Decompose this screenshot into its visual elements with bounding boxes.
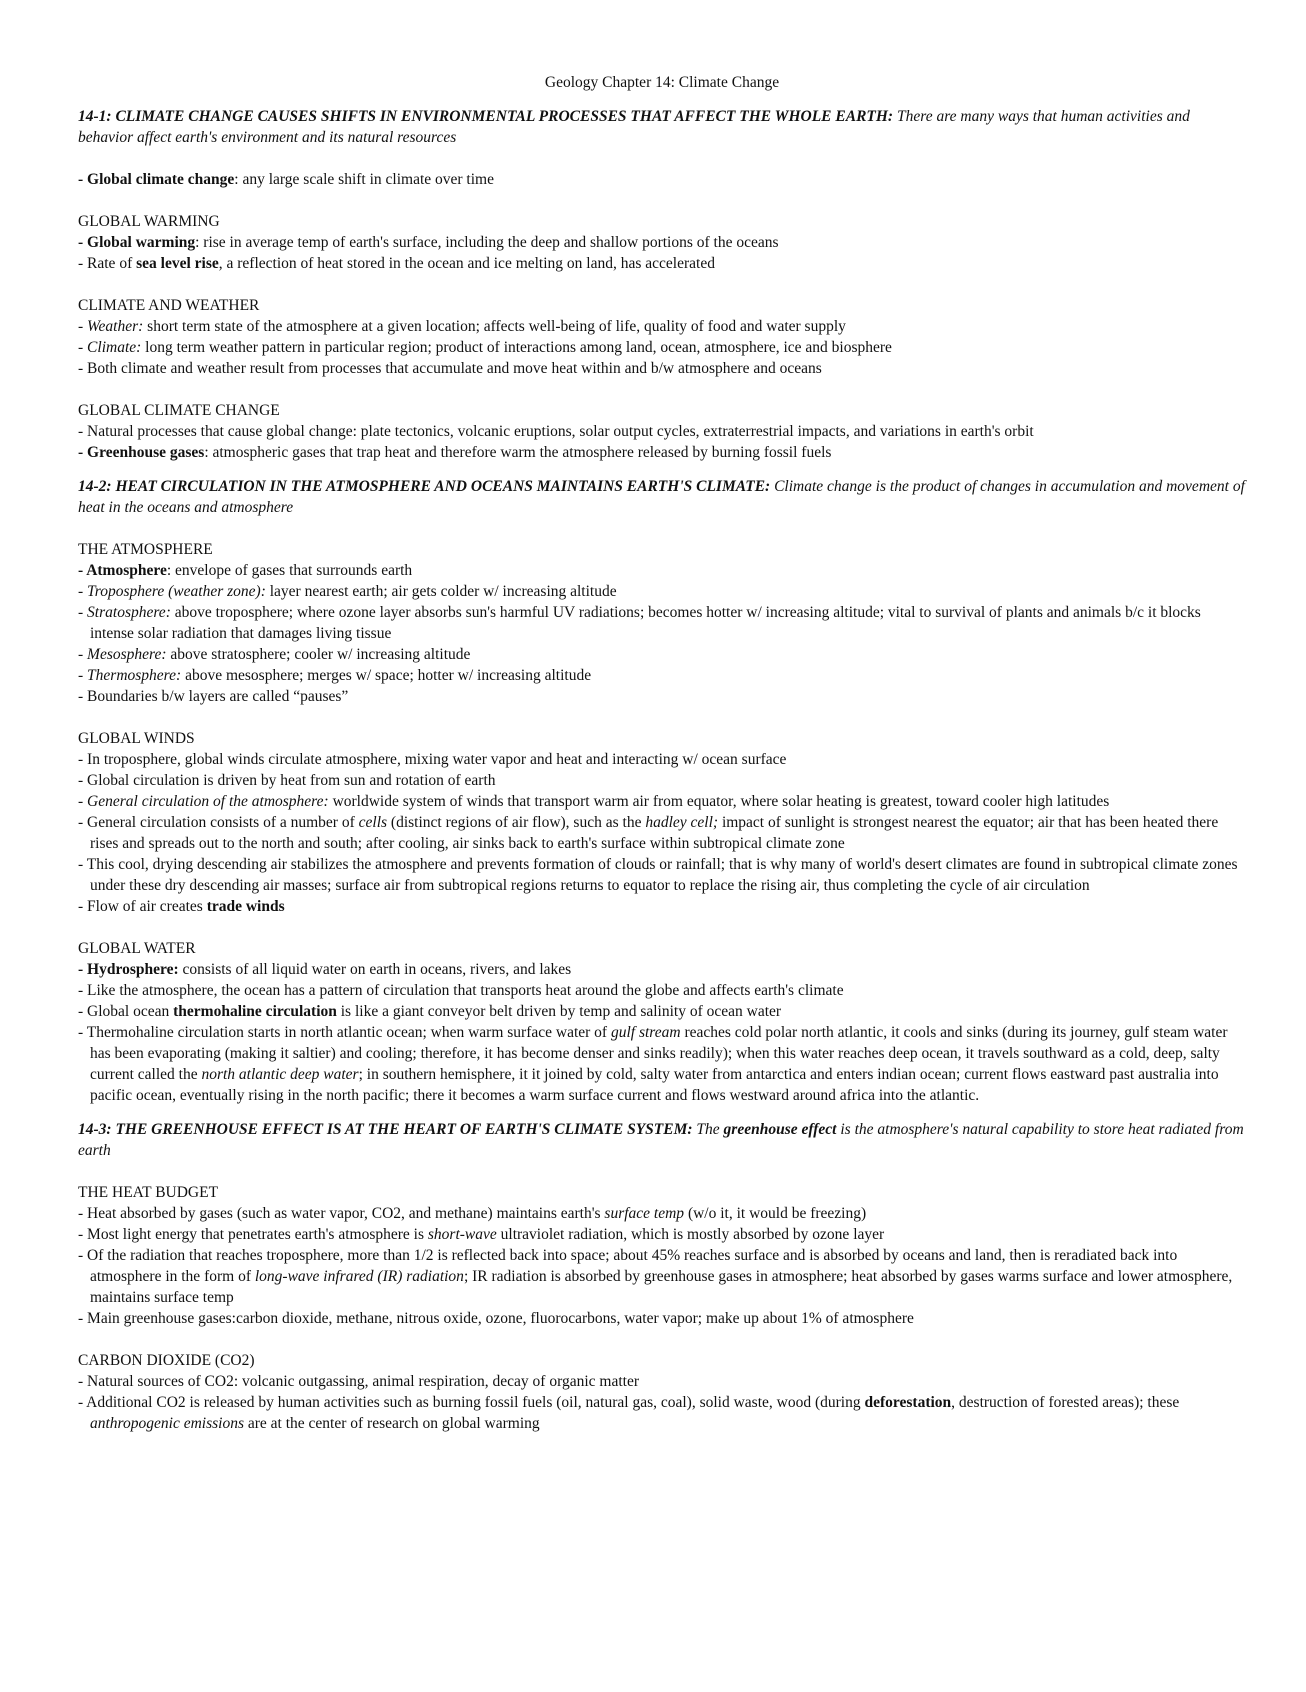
section-description: There are many ways that human activities and behavior affect earth's environment and its natural resources bbox=[78, 108, 1190, 146]
document-title: Geology Chapter 14: Climate Change bbox=[544, 74, 780, 91]
term: short-wave bbox=[427, 1226, 497, 1243]
text: reaches cold polar north atlantic, it cools and sinks (during its journey, gulf steam water has been evaporating (making it saltier) and cooling; therefore, it has become denser and sinks readily); when this water reaches deep ocean, it travels southward as a cold, deep, salty current called the bbox=[90, 1024, 1228, 1083]
term: Climate: bbox=[87, 339, 142, 356]
heat-budget-group bbox=[78, 1182, 1246, 1329]
text: - Additional CO2 is released by human activities such as burning fossil fuels (oil, natural gas, coal), solid waste, wood (during bbox=[78, 1394, 865, 1411]
list-item: - Greenhouse gases: atmospheric gases that trap heat and therefore warm the atmosphere released by burning fossil fuels bbox=[78, 444, 832, 461]
subheading: CLIMATE AND WEATHER bbox=[78, 297, 260, 314]
text: - Of the radiation that reaches troposphere, more than 1/2 is reflected back into space; about 45% reaches surface and is absorbed by oceans and land, then is reradiated back into atmosphere in the form of bbox=[78, 1247, 1178, 1285]
text: - Rate of bbox=[78, 255, 137, 272]
subheading: CARBON DIOXIDE (CO2) bbox=[78, 1352, 255, 1369]
definition: : rise in average temp of earth's surface, including the deep and shallow portions of the oceans bbox=[195, 234, 779, 251]
list-item: - Natural sources of CO2: volcanic outgassing, animal respiration, decay of organic matter bbox=[78, 1373, 639, 1390]
subheading: GLOBAL CLIMATE CHANGE bbox=[78, 402, 280, 419]
definition: worldwide system of winds that transport warm air from equator, where solar heating is greatest, toward cooler high latitudes bbox=[328, 793, 1110, 810]
subheading: THE HEAT BUDGET bbox=[78, 1184, 219, 1201]
dash: - bbox=[78, 171, 88, 188]
list-item: - Global warming: rise in average temp of earth's surface, including the deep and shallow portions of the oceans bbox=[78, 234, 779, 251]
term: surface temp bbox=[604, 1205, 685, 1222]
term: gulf stream bbox=[610, 1024, 681, 1041]
text: (w/o it, it would be freezing) bbox=[684, 1205, 867, 1222]
list-item: - In troposphere, global winds circulate atmosphere, mixing water vapor and heat and interacting w/ ocean surface bbox=[78, 751, 787, 768]
definition: : any large scale shift in climate over time bbox=[234, 171, 494, 188]
list-item: - Atmosphere: envelope of gases that surrounds earth bbox=[78, 562, 413, 579]
global-water-group bbox=[78, 938, 1246, 1106]
list-item bbox=[78, 1001, 1246, 1022]
text: ultraviolet radiation, which is mostly absorbed by ozone layer bbox=[496, 1226, 885, 1243]
section-heading-14-1 bbox=[78, 106, 1246, 148]
list-item bbox=[78, 896, 1246, 917]
text: , destruction of forested areas); these bbox=[951, 1394, 1180, 1411]
text: ; IR radiation is absorbed by greenhouse gases in atmosphere; heat absorbed by gases warms surface and lower atmosphere, maintains surface temp bbox=[90, 1268, 1233, 1306]
term: cells bbox=[358, 814, 388, 831]
term: General circulation of the atmosphere: bbox=[87, 793, 329, 810]
term: Global warming bbox=[87, 234, 196, 251]
term: Weather: bbox=[87, 318, 144, 335]
text: - Global ocean bbox=[78, 1003, 174, 1020]
definition: long term weather pattern in particular region; product of interactions among land, ocean, atmosphere, ice and biosphere bbox=[141, 339, 892, 356]
subheading: GLOBAL WATER bbox=[78, 940, 196, 957]
term: Hydrosphere: bbox=[87, 961, 179, 978]
term: trade winds bbox=[206, 898, 285, 915]
list-item: - Both climate and weather result from processes that accumulate and move heat within and b/w atmosphere and oceans bbox=[78, 360, 822, 377]
subheading: GLOBAL WARMING bbox=[78, 213, 220, 230]
carbon-dioxide-group bbox=[78, 1350, 1246, 1434]
definition: above troposphere; where ozone layer absorbs sun's harmful UV radiations; becomes hotter w/ increasing altitude; vital to survival of plants and animals b/c it blocks intense solar radiation that damages living tissue bbox=[90, 604, 1201, 642]
section-heading-14-3 bbox=[78, 1119, 1246, 1161]
list-item: - Natural processes that cause global change: plate tectonics, volcanic eruptions, solar output cycles, extraterrestrial impacts, and variations in earth's orbit bbox=[78, 423, 1034, 440]
list-item: - This cool, drying descending air stabilizes the atmosphere and prevents formation of clouds or rainfall; that is why many of world's desert climates are found in subtropical climate zones under these dry descending air masses; surface air from subtropical regions returns to equator to replace the rising air, thus completing the cycle of air circulation bbox=[78, 856, 1238, 894]
text: - General circulation consists of a number of bbox=[78, 814, 359, 831]
term: deforestation bbox=[864, 1394, 952, 1411]
list-item bbox=[78, 1224, 1246, 1245]
section-title: 14-1: CLIMATE CHANGE CAUSES SHIFTS IN ENVIRONMENTAL PROCESSES THAT AFFECT THE WHOLE EARTH: bbox=[78, 108, 894, 125]
list-item: - Mesosphere: above stratosphere; cooler w/ increasing altitude bbox=[78, 646, 471, 663]
term: Atmosphere bbox=[86, 562, 167, 579]
list-item: - Main greenhouse gases:carbon dioxide, methane, nitrous oxide, ozone, fluorocarbons, water vapor; make up about 1% of atmosphere bbox=[78, 1310, 914, 1327]
section-heading-14-2 bbox=[78, 476, 1246, 518]
list-item bbox=[78, 812, 1246, 854]
list-item: - Thermosphere: above mesosphere; merges w/ space; hotter w/ increasing altitude bbox=[78, 667, 592, 684]
list-item: - Hydrosphere: consists of all liquid water on earth in oceans, rivers, and lakes bbox=[78, 961, 572, 978]
definition: : envelope of gases that surrounds earth bbox=[166, 562, 413, 579]
text: are at the center of research on global warming bbox=[244, 1415, 540, 1432]
section-title: 14-2: HEAT CIRCULATION IN THE ATMOSPHERE AND OCEANS MAINTAINS EARTH'S CLIMATE: bbox=[78, 478, 771, 495]
list-item: - Like the atmosphere, the ocean has a pattern of circulation that transports heat around the globe and affects earth's climate bbox=[78, 982, 844, 999]
term: Greenhouse gases bbox=[87, 444, 205, 461]
definition: consists of all liquid water on earth in oceans, rivers, and lakes bbox=[178, 961, 572, 978]
list-item: - General circulation of the atmosphere: worldwide system of winds that transport warm air from equator, where solar heating is greatest, toward cooler high latitudes bbox=[78, 793, 1110, 810]
section-description: Climate change is the product of changes in accumulation and movement of heat in the oceans and atmosphere bbox=[78, 478, 1245, 516]
section-title: 14-3: THE GREENHOUSE EFFECT IS AT THE HEART OF EARTH'S CLIMATE SYSTEM: bbox=[78, 1121, 693, 1138]
term: Mesosphere: bbox=[87, 646, 167, 663]
global-warming-group bbox=[78, 211, 1246, 274]
text: ; in southern hemisphere, it it joined by cold, salty water from antarctica and enters indian ocean; current flows eastward past australia into pacific ocean, eventually rising in the north pacific; there it becomes a warm surface current and flows westward around africa into the atlantic. bbox=[90, 1066, 1219, 1104]
text: , a reflection of heat stored in the ocean and ice melting on land, has accelerated bbox=[218, 255, 715, 272]
definition: layer nearest earth; air gets colder w/ increasing altitude bbox=[265, 583, 617, 600]
text: - Heat absorbed by gases (such as water vapor, CO2, and methane) maintains earth's bbox=[78, 1205, 605, 1222]
list-item bbox=[78, 1245, 1246, 1308]
section-description: is the atmosphere's natural capability to store heat radiated from earth bbox=[78, 1121, 1244, 1159]
global-winds-group bbox=[78, 728, 1246, 917]
list-item bbox=[78, 1203, 1246, 1224]
definition: above mesosphere; merges w/ space; hotter w/ increasing altitude bbox=[181, 667, 592, 684]
text: - Thermohaline circulation starts in north atlantic ocean; when warm surface water of bbox=[78, 1024, 611, 1041]
list-item: - Global circulation is driven by heat from sun and rotation of earth bbox=[78, 772, 496, 789]
text: (distinct regions of air flow), such as the bbox=[387, 814, 646, 831]
list-item: - Troposphere (weather zone): layer nearest earth; air gets colder w/ increasing altitude bbox=[78, 583, 617, 600]
global-climate-change-definition bbox=[78, 169, 1246, 190]
list-item bbox=[78, 253, 1246, 274]
term: north atlantic deep water bbox=[201, 1066, 359, 1083]
term: sea level rise bbox=[136, 255, 219, 272]
list-item: - Climate: long term weather pattern in particular region; product of interactions among land, ocean, atmosphere, ice and biosphere bbox=[78, 339, 892, 356]
section-term: greenhouse effect bbox=[723, 1121, 837, 1138]
climate-and-weather-group bbox=[78, 295, 1246, 379]
list-item: - Boundaries b/w layers are called “pauses” bbox=[78, 688, 349, 705]
text: is like a giant conveyor belt driven by temp and salinity of ocean water bbox=[336, 1003, 782, 1020]
term: long-wave infrared (IR) radiation bbox=[254, 1268, 464, 1285]
list-item: - Stratosphere: above troposphere; where ozone layer absorbs sun's harmful UV radiations; becomes hotter w/ increasing altitude; vital to survival of plants and animals b/c it blocks intense solar radiation that damages living tissue bbox=[78, 604, 1201, 642]
list-item: - Weather: short term state of the atmosphere at a given location; affects well-being of life, quality of food and water supply bbox=[78, 318, 846, 335]
list-item bbox=[78, 1022, 1246, 1106]
global-climate-change-group bbox=[78, 400, 1246, 463]
atmosphere-group bbox=[78, 539, 1246, 707]
list-item bbox=[78, 1392, 1246, 1434]
term: Stratosphere: bbox=[87, 604, 171, 621]
term: Thermosphere: bbox=[87, 667, 182, 684]
definition: above stratosphere; cooler w/ increasing altitude bbox=[166, 646, 471, 663]
subheading: GLOBAL WINDS bbox=[78, 730, 195, 747]
text: impact of sunlight is strongest nearest the equator; air that has been heated there rises and spreads out to the north and south; after cooling, air sinks back to earth's surface within subtropical climate zone bbox=[90, 814, 1219, 852]
term: anthropogenic emissions bbox=[90, 1415, 244, 1432]
text: - Flow of air creates bbox=[78, 898, 207, 915]
definition: : atmospheric gases that trap heat and therefore warm the atmosphere released by burning fossil fuels bbox=[204, 444, 832, 461]
text: - Most light energy that penetrates earth's atmosphere is bbox=[78, 1226, 428, 1243]
term: Troposphere (weather zone): bbox=[87, 583, 266, 600]
list-item bbox=[78, 169, 1246, 190]
term: Global climate change bbox=[87, 171, 235, 188]
term: thermohaline circulation bbox=[173, 1003, 337, 1020]
term: hadley cell; bbox=[645, 814, 719, 831]
section-description-prefix: The bbox=[692, 1121, 724, 1138]
subheading: THE ATMOSPHERE bbox=[78, 541, 213, 558]
definition: short term state of the atmosphere at a given location; affects well-being of life, quality of food and water supply bbox=[143, 318, 846, 335]
